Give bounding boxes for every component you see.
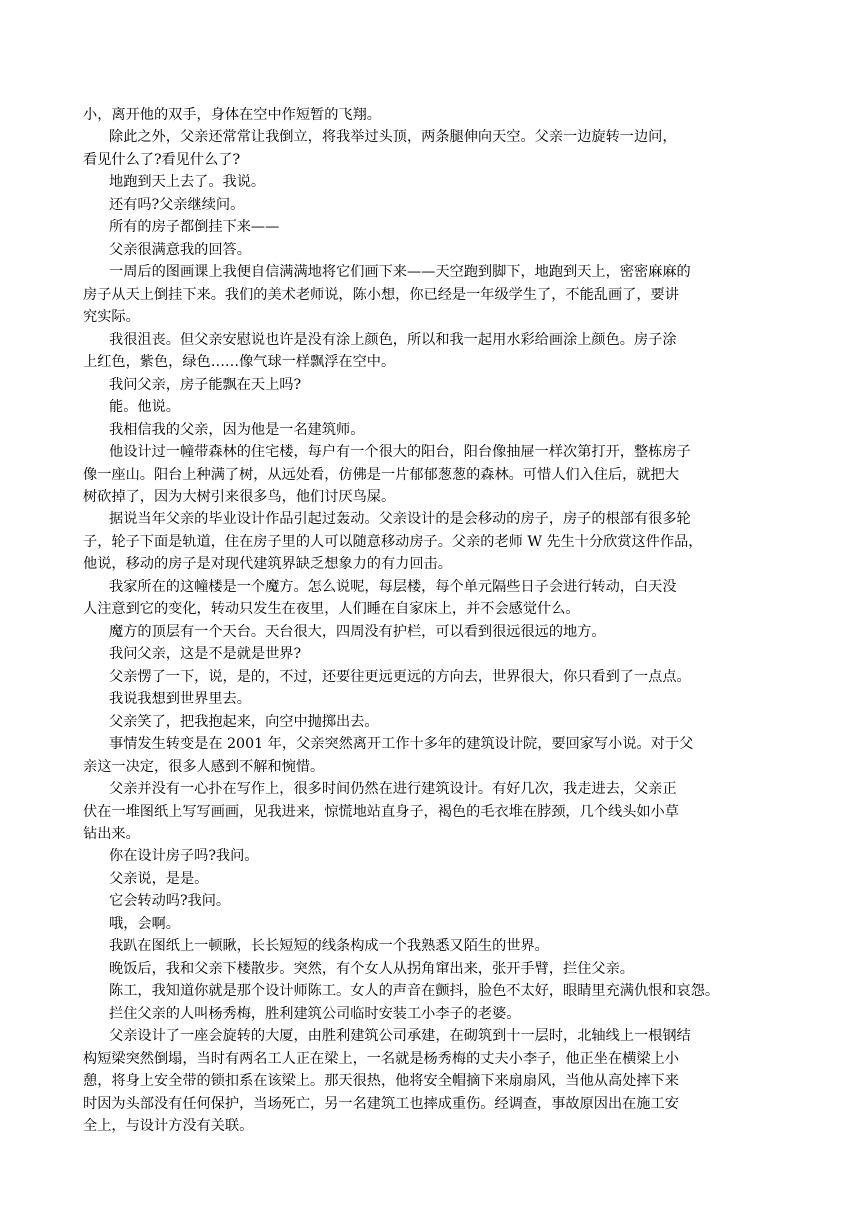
text-line: 父亲说，是是。 [109,870,209,887]
text-line: 我问父亲，这是不是就是世界? [109,646,302,663]
text-line: 亲这一决定，很多人感到不解和惋惜。 [83,758,325,775]
text-line: 还有吗?父亲继续问。 [109,196,245,213]
text-line: 除此之外，父亲还常常让我倒立，将我举过头顶，两条腿伸向天空。父亲一边旋转一边问， [109,129,677,146]
text-line: 究实际。 [83,309,140,326]
text-line: 能。他说。 [109,399,180,416]
text-line: 子，轮子下面是轨道，住在房子里的人可以随意移动房子。父亲的老师 W 先生十分欣赏这件作品， [83,533,703,550]
document-body [83,104,783,1138]
text-line: 魔方的顶层有一个天台。天台很大，四周没有护栏，可以看到很远很远的地方。 [109,623,606,640]
text-line: 我趴在图纸上一顿瞅，长长短短的线条构成一个我熟悉又陌生的世界。 [109,938,549,955]
text-line: 父亲设计了一座会旋转的大厦，由胜利建筑公司承建，在砌筑到十一层时，北轴线上一根钢结 [109,1028,691,1045]
text-line: 我问父亲，房子能飘在天上吗? [109,376,302,393]
text-line: 构短梁突然倒塌，当时有两名工人正在梁上，一名就是杨秀梅的丈夫小李子，他正坐在横梁上小 [83,1050,679,1067]
text-line: 看见什么了?看见什么了? [83,151,241,168]
text-line: 陈工，我知道你就是那个设计师陈工。女人的声音在颤抖，脸色不太好，眼睛里充满仇恨和哀怨。 [109,983,720,1000]
text-line: 我家所在的这幢楼是一个魔方。怎么说呢，每层楼，每个单元隔些日子会进行转动，白天没 [109,578,677,595]
text-line: 全上，与设计方没有关联。 [83,1118,254,1135]
text-line: 钻出来。 [83,826,140,842]
text-line: 它会转动吗?我问。 [109,893,231,910]
text-line: 父亲很满意我的回答。 [109,241,251,258]
text-line: 他设计过一幢带森林的住宅楼，每户有一个很大的阳台，阳台像抽屉一样次第打开，整栋房子 [109,444,691,461]
text-line: 哦，会啊。 [109,915,180,932]
text-line: 像一座山。阳台上种满了树，从远处看，仿佛是一片郁郁葱葱的森林。可惜人们入住后，就把大 [83,466,679,483]
text-line: 时因为头部没有任何保护，当场死亡，另一名建筑工也摔成重伤。经调查，事故原因出在施工安 [83,1095,679,1112]
text-line: 父亲并没有一心扑在写作上，很多时间仍然在进行建筑设计。有好几次，我走进去，父亲正 [109,781,677,798]
text-line: 伏在一堆图纸上写写画画，见我进来，惊慌地站直身子，褐色的毛衣堆在脖颈，几个线头如小草 [83,803,679,820]
text-line: 晚饭后，我和父亲下楼散步。突然，有个女人从拐角窜出来，张开手臂，拦住父亲。 [109,960,634,977]
text-line: 房子从天上倒挂下来。我们的美术老师说，陈小想，你已经是一年级学生了，不能乱画了，要讲 [83,286,679,303]
text-line: 你在设计房子吗?我问。 [109,848,259,865]
text-line: 他说，移动的房子是对现代建筑界缺乏想象力的有力回击。 [83,556,452,573]
text-line: 一周后的图画课上我便自信满满地将它们画下来——天空跑到脚下，地跑到天上，密密麻麻的 [109,264,691,281]
text-line: 上红色，紫色，绿色……像气球一样飘浮在空中。 [83,354,396,371]
text-line: 拦住父亲的人叫杨秀梅，胜利建筑公司临时安装工小李子的老婆。 [109,1005,521,1022]
text-line: 父亲笑了，把我抱起来，向空中抛掷出去。 [109,713,379,730]
text-line: 地跑到天上去了。我说。 [109,174,266,191]
text-line: 人注意到它的变化，转动只发生在夜里，人们睡在自家床上，并不会感觉什么。 [83,601,580,618]
text-line: 憩，将身上安全带的锁扣系在该梁上。那天很热，他将安全帽摘下来扇扇风，当他从高处摔下来 [83,1073,679,1090]
text-line: 事情发生转变是在 2001 年，父亲突然离开工作十多年的建筑设计院，要回家写小说。对于父 [109,736,694,753]
text-line: 我很沮丧。但父亲安慰说也许是没有涂上颜色，所以和我一起用水彩给画涂上颜色。房子涂 [109,331,677,348]
text-line: 所有的房子都倒挂下来—— [109,219,280,236]
text-line: 树砍掉了，因为大树引来很多鸟，他们讨厌鸟屎。 [83,488,396,505]
text-line: 我相信我的父亲，因为他是一名建筑师。 [109,421,365,438]
text-line: 据说当年父亲的毕业设计作品引起过轰动。父亲设计的是会移动的房子，房子的根部有很多轮 [109,511,691,528]
text-line: 父亲愣了一下，说，是的，不过，还要往更远更远的方向去，世界很大，你只看到了一点点。 [109,668,691,685]
text-line: 我说我想到世界里去。 [109,691,251,708]
text-line: 小，离开他的双手，身体在空中作短暂的飞翔。 [83,107,381,123]
